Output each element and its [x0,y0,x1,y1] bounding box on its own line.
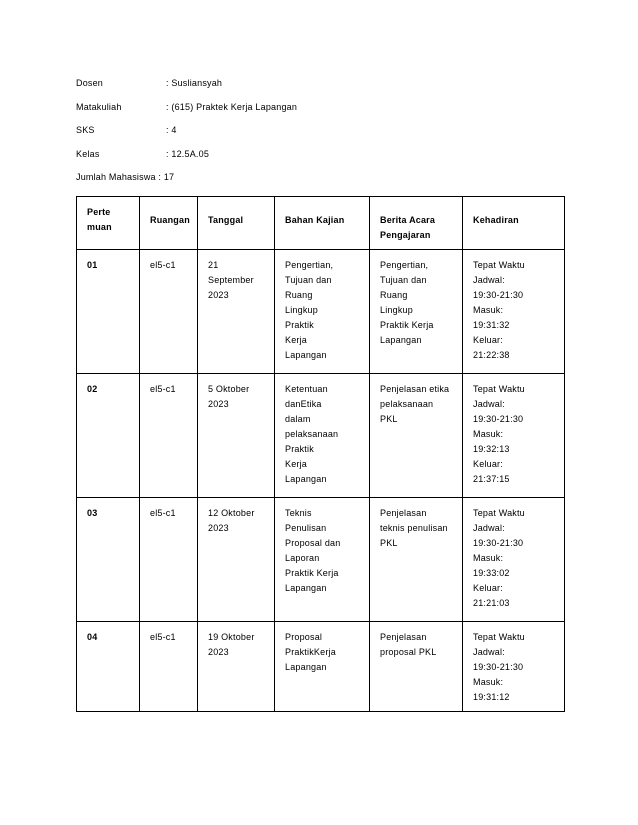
cell-bahan [275,498,370,622]
cell-kehadiran-line: 19:33:02 [473,568,510,578]
cell-kehadiran-line: Keluar: [473,459,503,469]
header-bahan-text: Bahan Kajian [285,215,345,225]
cell-bahan-line: Kerja [285,335,308,345]
cell-berita-line: Penjelasan etika [380,384,450,394]
cell-kehadiran-line: Masuk: [473,305,504,315]
cell-kehadiran-line: Tepat Waktu [473,508,525,518]
cell-bahan-line: Teknis [285,508,312,518]
cell-berita-line: Tujuan dan [380,275,427,285]
cell-pertemuan-text: 03 [87,508,98,518]
cell-kehadiran-line: Masuk: [473,553,504,563]
cell-bahan [275,374,370,498]
cell-bahan-line: Lapangan [285,350,327,360]
header-berita-line1: Berita Acara [380,215,436,225]
cell-kehadiran-line: Jadwal: [473,399,505,409]
cell-bahan-line: Tujuan dan [285,275,332,285]
cell-kehadiran-line: 19:32:13 [473,444,510,454]
cell-kehadiran-line: 19:31:12 [473,692,510,702]
attendance-table [76,196,565,712]
cell-ruangan-text: el5-c1 [150,260,176,270]
cell-bahan-line: Lapangan [285,474,327,484]
cell-kehadiran-line: 21:37:15 [473,474,510,484]
cell-ruangan [140,622,198,712]
cell-tanggal-line: 2023 [208,399,229,409]
cell-berita-line: Ruang [380,290,408,300]
cell-kehadiran [463,374,565,498]
dosen-value: : Susliansyah [166,78,223,88]
cell-kehadiran-line: 19:30-21:30 [473,538,524,548]
matakuliah-row [76,101,556,125]
cell-bahan-line: Lingkup [285,305,318,315]
cell-pertemuan [77,250,140,374]
cell-bahan-line: Lapangan [285,662,327,672]
cell-tanggal [198,498,275,622]
cell-tanggal-line: 19 Oktober [208,632,255,642]
cell-kehadiran-line: 19:31:32 [473,320,510,330]
cell-kehadiran-line: Keluar: [473,583,503,593]
kelas-label: Kelas [76,148,100,159]
dosen-label: Dosen [76,78,104,88]
table-row [77,250,565,374]
jumlah-row [76,171,556,195]
table-header-row [77,197,565,250]
cell-berita-line: pelaksanaan [380,399,434,409]
kelas-value: : 12.5A.05 [166,148,210,159]
cell-kehadiran-line: Tepat Waktu [473,384,525,394]
cell-bahan-line: danEtika [285,399,322,409]
cell-tanggal-line: 12 Oktober [208,508,255,518]
cell-ruangan-text: el5-c1 [150,508,176,518]
cell-pertemuan-text: 04 [87,632,98,642]
cell-ruangan [140,374,198,498]
cell-berita-line: teknis penulisan [380,523,448,533]
cell-bahan-line: Proposal dan [285,538,341,548]
cell-berita-line: Pengertian, [380,260,429,270]
cell-berita-line: Penjelasan [380,632,427,642]
header-ruangan [140,197,198,250]
cell-kehadiran-line: Tepat Waktu [473,260,525,270]
cell-tanggal-line: 2023 [208,647,229,657]
dosen-row [76,77,556,101]
cell-pertemuan-text: 02 [87,384,98,394]
cell-bahan-line: Praktik Kerja [285,568,339,578]
cell-kehadiran-line: 19:30-21:30 [473,290,524,300]
cell-berita-line: PKL [380,538,398,548]
cell-kehadiran-line: Masuk: [473,677,504,687]
cell-tanggal-line: 2023 [208,290,229,300]
header-pertemuan [77,197,140,250]
cell-bahan-line: Praktik [285,444,314,454]
sks-row [76,124,556,148]
cell-berita-line: PKL [380,414,398,424]
cell-kehadiran-line: Jadwal: [473,275,505,285]
cell-berita-line: Penjelasan [380,508,427,518]
cell-berita-line: proposal PKL [380,647,437,657]
kelas-row [76,148,556,172]
cell-bahan [275,250,370,374]
cell-kehadiran-line: 21:22:38 [473,350,510,360]
cell-pertemuan [77,622,140,712]
header-berita-line2: Pengajaran [380,230,431,240]
cell-bahan-line: pelaksanaan [285,429,339,439]
cell-bahan-line: Kerja [285,459,308,469]
cell-tanggal [198,250,275,374]
cell-kehadiran [463,250,565,374]
cell-bahan-line: PraktikKerja [285,647,336,657]
cell-kehadiran-line: Jadwal: [473,523,505,533]
cell-tanggal [198,374,275,498]
header-pertemuan-line1: Perte [87,207,111,217]
table-row [77,622,565,712]
cell-berita [370,374,463,498]
header-berita [370,197,463,250]
cell-berita-line: Praktik Kerja [380,320,434,330]
cell-kehadiran-line: 19:30-21:30 [473,662,524,672]
cell-berita [370,250,463,374]
cell-ruangan-text: el5-c1 [150,384,176,394]
header-bahan [275,197,370,250]
cell-bahan-line: Ketentuan [285,384,328,394]
cell-kehadiran-line: 19:30-21:30 [473,414,524,424]
sks-value: : 4 [166,125,177,136]
header-ruangan-text: Ruangan [150,215,190,225]
cell-pertemuan [77,498,140,622]
course-info [76,77,556,195]
header-kehadiran-text: Kehadiran [473,215,519,225]
cell-pertemuan-text: 01 [87,260,98,270]
cell-kehadiran-line: 21:21:03 [473,598,510,608]
cell-berita-line: Lingkup [380,305,413,315]
cell-tanggal-line: 5 Oktober [208,384,250,394]
cell-tanggal [198,622,275,712]
cell-kehadiran-line: Tepat Waktu [473,632,525,642]
cell-berita [370,622,463,712]
cell-tanggal-line: September [208,275,254,285]
matakuliah-value: : (615) Praktek Kerja Lapangan [166,101,298,112]
cell-kehadiran-line: Masuk: [473,429,504,439]
table-row [77,498,565,622]
cell-bahan-line: Lapangan [285,583,327,593]
cell-bahan [275,622,370,712]
cell-bahan-line: Pengertian, [285,260,334,270]
cell-ruangan [140,250,198,374]
table-row [77,374,565,498]
cell-ruangan [140,498,198,622]
header-tanggal-text: Tanggal [208,215,244,225]
cell-bahan-line: Ruang [285,290,313,300]
cell-kehadiran-line: Jadwal: [473,647,505,657]
cell-tanggal-line: 2023 [208,523,229,533]
cell-kehadiran [463,622,565,712]
cell-bahan-line: dalam [285,414,311,424]
cell-pertemuan [77,374,140,498]
cell-kehadiran [463,498,565,622]
cell-tanggal-line: 21 [208,260,219,270]
header-pertemuan-line2: muan [87,222,112,232]
cell-bahan-line: Laporan [285,553,320,563]
cell-bahan-line: Proposal [285,632,323,642]
cell-bahan-line: Penulisan [285,523,327,533]
cell-kehadiran-line: Keluar: [473,335,503,345]
cell-ruangan-text: el5-c1 [150,632,176,642]
header-kehadiran [463,197,565,250]
matakuliah-label: Matakuliah [76,101,122,112]
header-tanggal [198,197,275,250]
jumlah-mahasiswa: Jumlah Mahasiswa : 17 [76,172,175,183]
sks-label: SKS [76,125,95,136]
cell-bahan-line: Praktik [285,320,314,330]
cell-berita-line: Lapangan [380,335,422,345]
cell-berita [370,498,463,622]
